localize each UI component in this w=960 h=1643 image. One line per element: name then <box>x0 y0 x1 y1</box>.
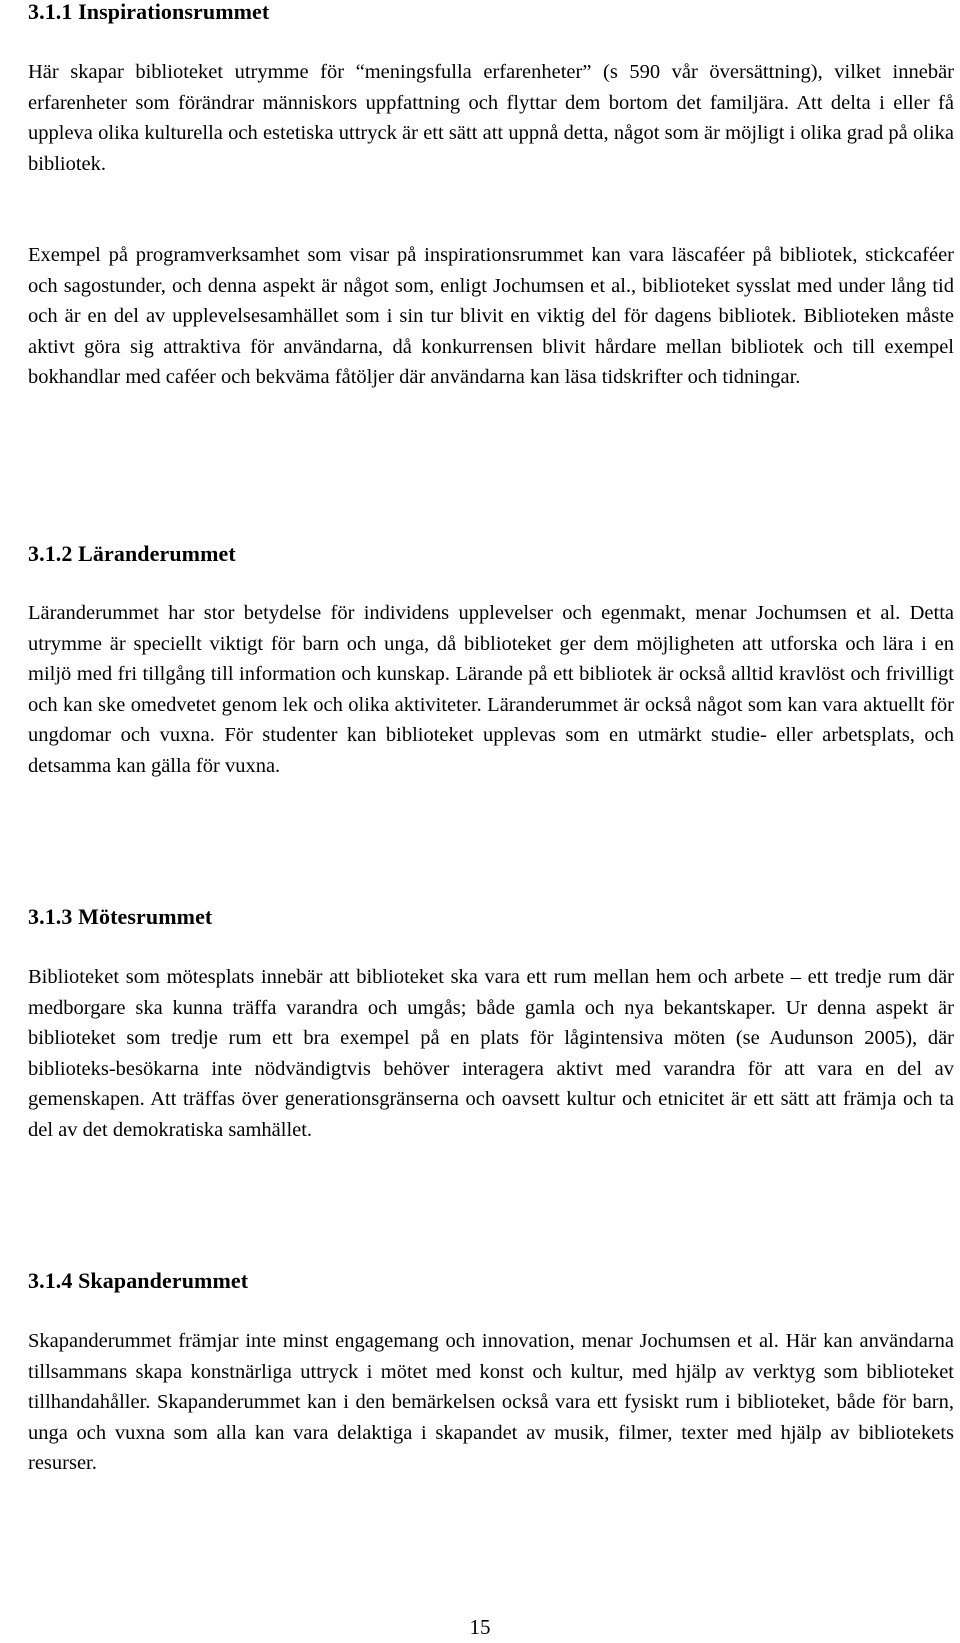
body-paragraph: Skapanderummet främjar inte minst engagemang och innovation, menar Jochumsen et al. Här kan användarna tillsammans skapa konstnärliga uttryck i mötet med konst och kultur, med hjälp av verktyg som biblioteket tillhandahåller. Skapanderummet kan i den bemärkelsen också vara ett fysiskt rum i biblioteket, både för barn, unga och vuxna som alla kan vara delaktiga i skapandet av musik, filmer, texter med hjälp av bibliotekets resurser. <box>28 1330 954 1474</box>
section-heading-inspirationsrummet: 3.1.1 Inspirationsrummet <box>28 0 270 24</box>
page-number: 15 <box>469 1615 491 1639</box>
section-heading-laranderummet: 3.1.2 Läranderummet <box>28 541 236 566</box>
body-paragraph: Biblioteket som mötesplats innebär att biblioteket ska vara ett rum mellan hem och arbete – ett tredje rum där medborgare ska kunna träffa varandra och umgås; både gamla och nya bekantskaper. Ur denna aspekt är biblioteket som tredje rum ett bra exempel på en plats för lågintensiva möten (se Audunson 2005), där biblioteks-besökarna inte nödvändigtvis behöver interagera aktivt med varandra för att vara en del av gemenskapen. Att träffas över generationsgränserna och oavsett kultur och etnicitet är ett sätt att främja och ta del av det demokratiska samhället. <box>28 966 954 1141</box>
body-paragraph: Läranderummet har stor betydelse för individens upplevelser och egenmakt, menar Jochumsen et al. Detta utrymme är speciellt viktigt för barn och unga, då biblioteket ger dem möjligheten att utforska och lära i en miljö med fri tillgång till information och kunskap. Lärande på ett bibliotek är också alltid kravlöst och frivilligt och kan ske omedvetet genom lek och olika aktiviteter. Läranderummet är också något som kan vara aktuellt för ungdomar och vuxna. För studenter kan biblioteket upplevas som en utmärkt studie- eller arbetsplats, och detsamma kan gälla för vuxna. <box>28 602 954 777</box>
body-paragraph: Exempel på programverksamhet som visar på inspirationsrummet kan vara läscaféer på bibliotek, stickcaféer och sagostunder, och denna aspekt är något som, enligt Jochumsen et al., biblioteket sysslat med under lång tid och är en del av upplevelsesamhället som i sin tur blivit en viktig del för dagens bibliotek. Biblioteken måste aktivt göra sig attraktiva för användarna, då konkurrensen blivit hårdare mellan bibliotek och till exempel bokhandlar med caféer och bekväma fåtöljer där användarna kan läsa tidskrifter och tidningar. <box>28 244 954 388</box>
section-heading-skapanderummet: 3.1.4 Skapanderummet <box>28 1268 249 1293</box>
body-paragraph: Här skapar biblioteket utrymme för “meningsfulla erfarenheter” (s 590 vår översättning), vilket innebär erfarenheter som förändrar människors uppfattning och flyttar dem bortom det familjära. Att delta i eller få uppleva olika kulturella och estetiska uttryck är ett sätt att uppnå detta, något som är möjligt i olika grad på olika bibliotek. <box>28 61 954 175</box>
section-heading-motesrummet: 3.1.3 Mötesrummet <box>28 904 213 929</box>
